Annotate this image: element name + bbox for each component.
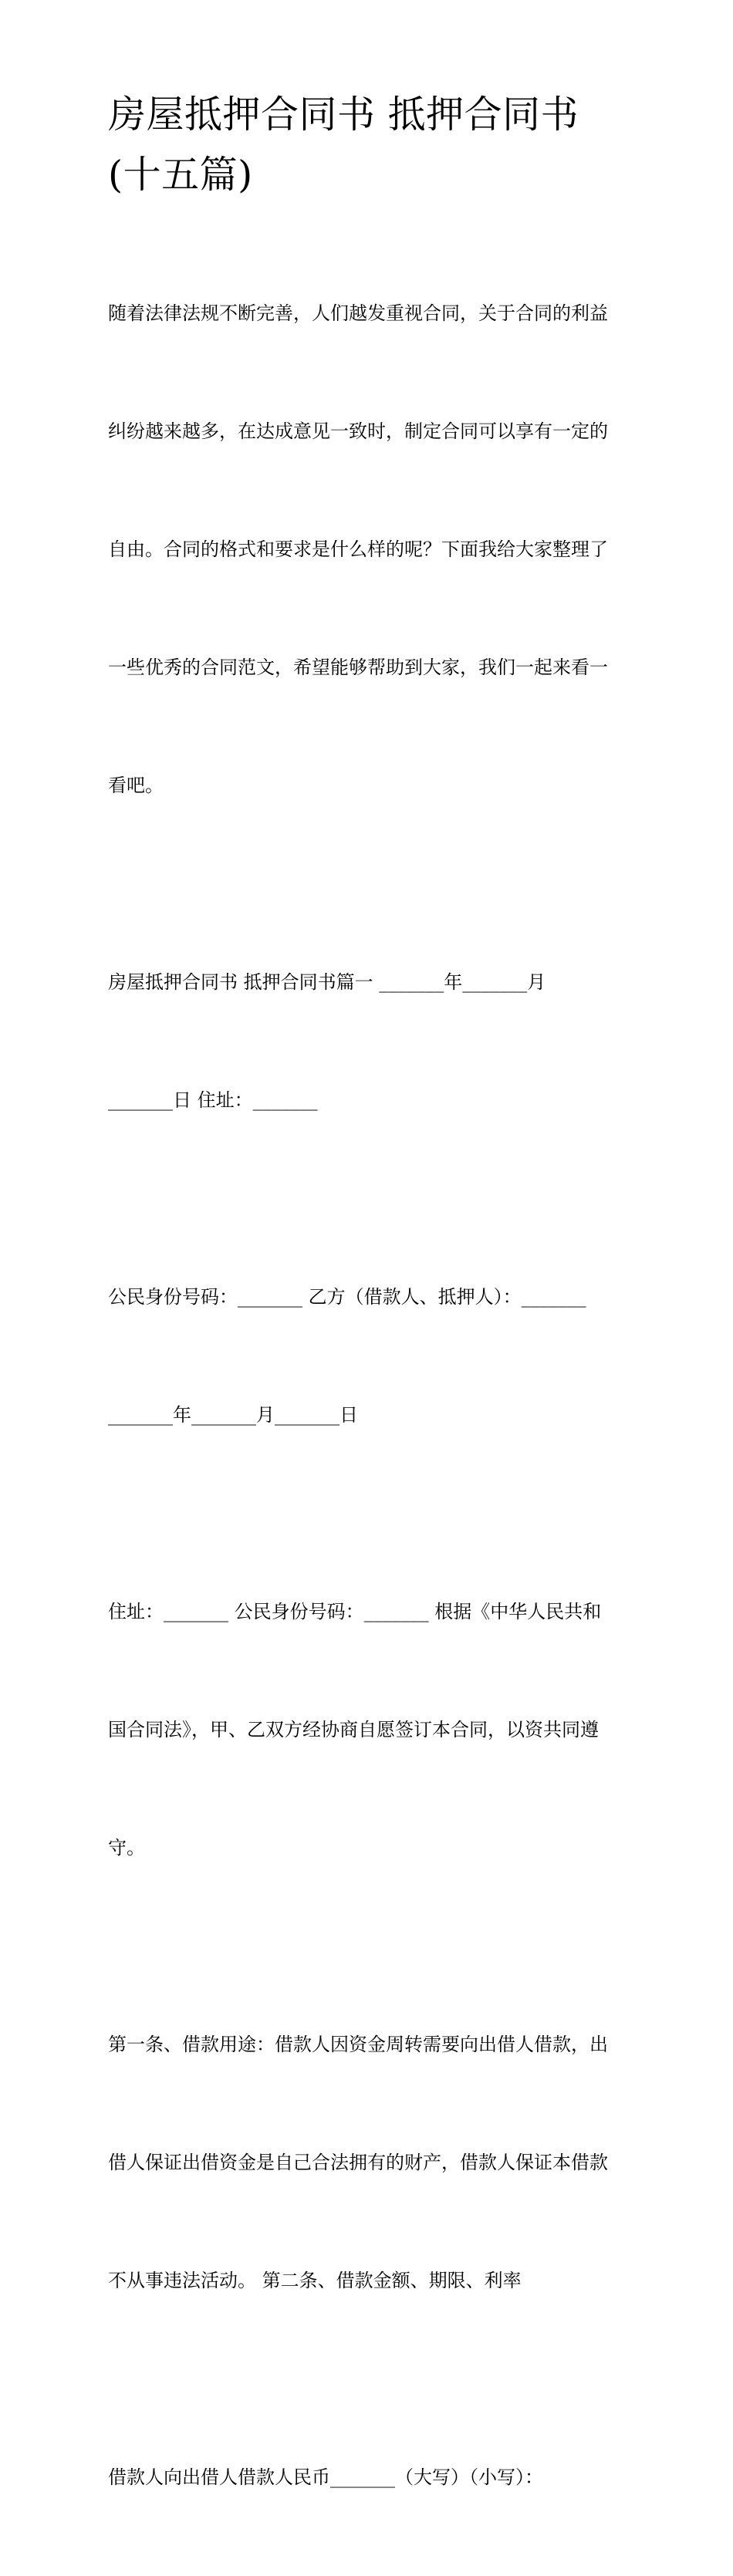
paragraph-party-b	[108, 1199, 633, 1514]
paragraph-heading-date	[108, 884, 633, 1199]
document-body	[108, 215, 633, 2576]
text-line: 公民身份号码：_______ 乙方（借款人、抵押人）：_______	[108, 1286, 586, 1308]
paragraph-agreement-basis	[108, 1514, 633, 1946]
text-line: 随着法律法规不断完善，人们越发重视合同，关于合同的利益	[108, 302, 608, 324]
text-line: 第一条、借款用途：借款人因资金周转需要向出借人借款，出	[108, 2034, 608, 2055]
paragraph-intro	[108, 215, 633, 884]
text-line: 一些优秀的合同范文，希望能够帮助到大家，我们一起来看一	[108, 657, 608, 678]
title-line: 房屋抵押合同书 抵押合同书	[108, 93, 579, 137]
text-line: 房屋抵押合同书 抵押合同书篇一 _______年_______月	[108, 971, 546, 993]
text-line: 住址：_______ 公民身份号码：_______ 根据《中华人民共和	[108, 1601, 602, 1622]
text-line: 借款人向出借人借款人民币_______（大写）（小写）：	[108, 2466, 543, 2488]
text-line: 看吧。	[108, 775, 164, 796]
document-title	[108, 85, 648, 205]
text-line: 不从事违法活动。 第二条、借款金额、期限、利率	[108, 2270, 522, 2291]
text-line: 纠纷越来越多，在达成意见一致时，制定合同可以享有一定的	[108, 420, 608, 442]
paragraph-article-1	[108, 1946, 633, 2379]
text-line: _______日 住址：_______	[108, 1089, 318, 1111]
text-line: 自由。合同的格式和要求是什么样的呢？下面我给大家整理了	[108, 538, 608, 560]
text-line: _______年_______月_______日	[108, 1404, 358, 1426]
paragraph-loan-amount	[108, 2379, 633, 2576]
title-line: (十五篇)	[108, 153, 253, 197]
text-line: 守。	[108, 1837, 145, 1859]
text-line: 借人保证出借资金是自己合法拥有的财产，借款人保证本借款	[108, 2152, 608, 2173]
text-line: 国合同法》，甲、乙双方经协商自愿签订本合同，以资共同遵	[108, 1719, 599, 1740]
